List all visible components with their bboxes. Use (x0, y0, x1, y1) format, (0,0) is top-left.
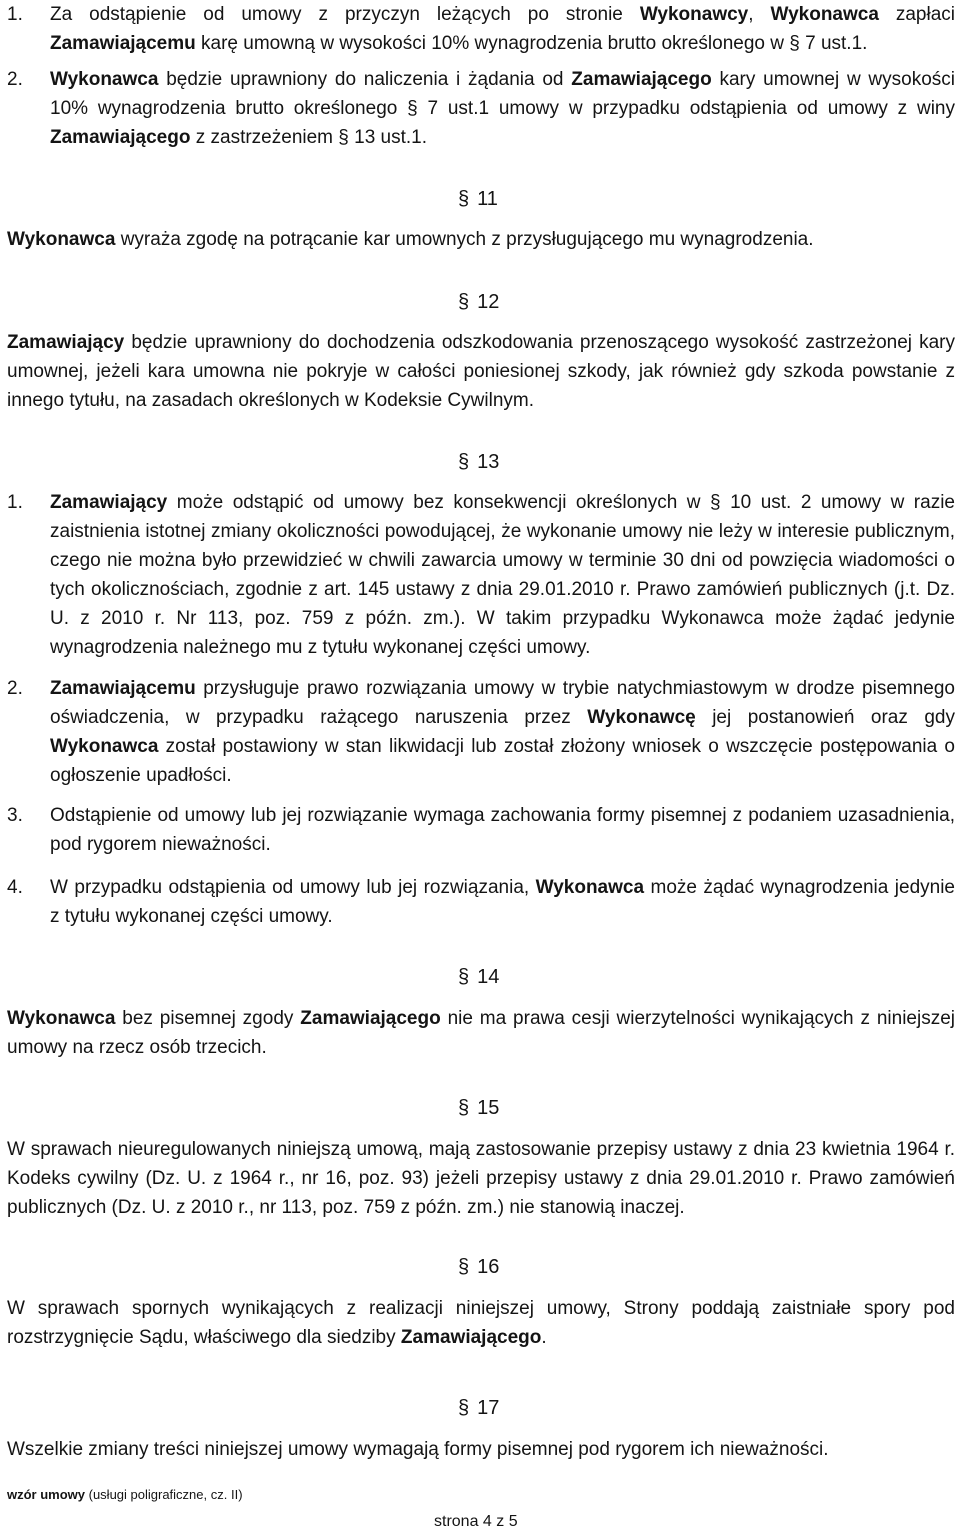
section-14-text: Wykonawca bez pisemnej zgody Zamawiającego nie ma prawa cesji wierzytelności wynikających z niniejszej umowy na rzecz osób trzecich. (7, 1008, 955, 1058)
item-text: Wykonawca będzie uprawniony do naliczenia i żądania od Zamawiającego kary umownej w wysokości 10% wynagrodzenia brutto określonego § 7 ust.1 umowy w przypadku odstąpienia od umowy z winy Zamawiającego z zastrzeżeniem § 13 ust.1. (50, 69, 956, 148)
section-heading-11: § 11 (458, 188, 498, 210)
section-12-text: Zamawiający będzie uprawniony do dochodzenia odszkodowania przenoszącego wysokość zastrzeżonej kary umownej, jeżeli kara umowna nie pokryje w całości poniesionej szkody, jak również gdy szkoda powstanie z innego tytułu, na zasadach określonych w Kodeksie Cywilnym. (7, 332, 955, 411)
section-17-text: Wszelkie zmiany treści niniejszej umowy wymagają formy pisemnej pod rygorem ich nieważności. (7, 1439, 829, 1460)
item-number: 2. (7, 69, 23, 90)
section-heading-14: § 14 (458, 966, 500, 988)
section-heading-13: § 13 (458, 451, 500, 473)
section-heading-15: § 15 (458, 1097, 500, 1119)
section-heading-17: § 17 (458, 1397, 500, 1419)
section-16-text: W sprawach spornych wynikających z realizacji niniejszej umowy, Strony poddają zaistniałe spory pod rozstrzygnięcie Sądu, właściwego dla siedziby Zamawiającego. (7, 1298, 955, 1348)
section-heading-16: § 16 (458, 1256, 500, 1278)
section-heading-12: § 12 (458, 291, 500, 313)
item-text: Odstąpienie od umowy lub jej rozwiązanie wymaga zachowania formy pisemnej z podaniem uzasadnienia, pod rygorem nieważności. (50, 805, 955, 855)
item-text: W przypadku odstąpienia od umowy lub jej rozwiązania, Wykonawca może żądać wynagrodzenia jedynie z tytułu wykonanej części umowy. (50, 877, 955, 927)
item-number: 2. (7, 678, 23, 699)
item-number: 1. (7, 492, 23, 513)
section-11-text: Wykonawca wyraża zgodę na potrącanie kar umownych z przysługującego mu wynagrodzenia. (7, 229, 814, 250)
item-text: Zamawiający może odstąpić od umowy bez konsekwencji określonych w § 10 ust. 2 umowy w razie zaistnienia istotnej zmiany okoliczności powodującej, że wykonanie umowy nie leży w interesie publicznym, czego nie można było przewidzieć w chwili zawarcia umowy w terminie 30 dni od powzięcia wiadomości o tych okolicznościach, zgodnie z art. 145 ustawy z dnia 29.01.2010 r. Prawo zamówień publicznych (j.t. Dz. U. z 2010 r. Nr 113, poz. 759 z późn. zm.). W takim przypadku Wykonawca może żądać jedynie wynagrodzenia należnego mu z tytułu wykonanej części umowy. (50, 492, 955, 658)
item-number: 1. (7, 4, 23, 25)
item-number: 3. (7, 805, 23, 826)
page-number: strona 4 z 5 (434, 1513, 518, 1530)
item-number: 4. (7, 877, 23, 898)
section-15-text: W sprawach nieuregulowanych niniejszą umową, mają zastosowanie przepisy ustawy z dnia 23 kwietnia 1964 r. Kodeks cywilny (Dz. U. z 1964 r., nr 16, poz. 93) jeżeli przepisy ustawy z dnia 29.01.2010 r. Prawo zamówień publicznych (Dz. U. z 2010 r., nr 113, poz. 759 z późn. zm.) nie stanowią inaczej. (7, 1139, 955, 1218)
item-text: Za odstąpienie od umowy z przyczyn leżących po stronie Wykonawcy, Wykonawca zapłaci Zamawiającemu karę umowną w wysokości 10% wynagrodzenia brutto określonego w § 7 ust.1. (50, 4, 956, 54)
footer-document-label: wzór umowy (usługi poligraficzne, cz. II) (7, 1487, 243, 1502)
item-text: Zamawiającemu przysługuje prawo rozwiązania umowy w trybie natychmiastowym w drodze pisemnego oświadczenia, w przypadku rażącego naruszenia przez Wykonawcę jej postanowień oraz gdy Wykonawca został postawiony w stan likwidacji lub został złożony wniosek o wszczęcie postępowania o ogłoszenie upadłości. (50, 678, 955, 786)
